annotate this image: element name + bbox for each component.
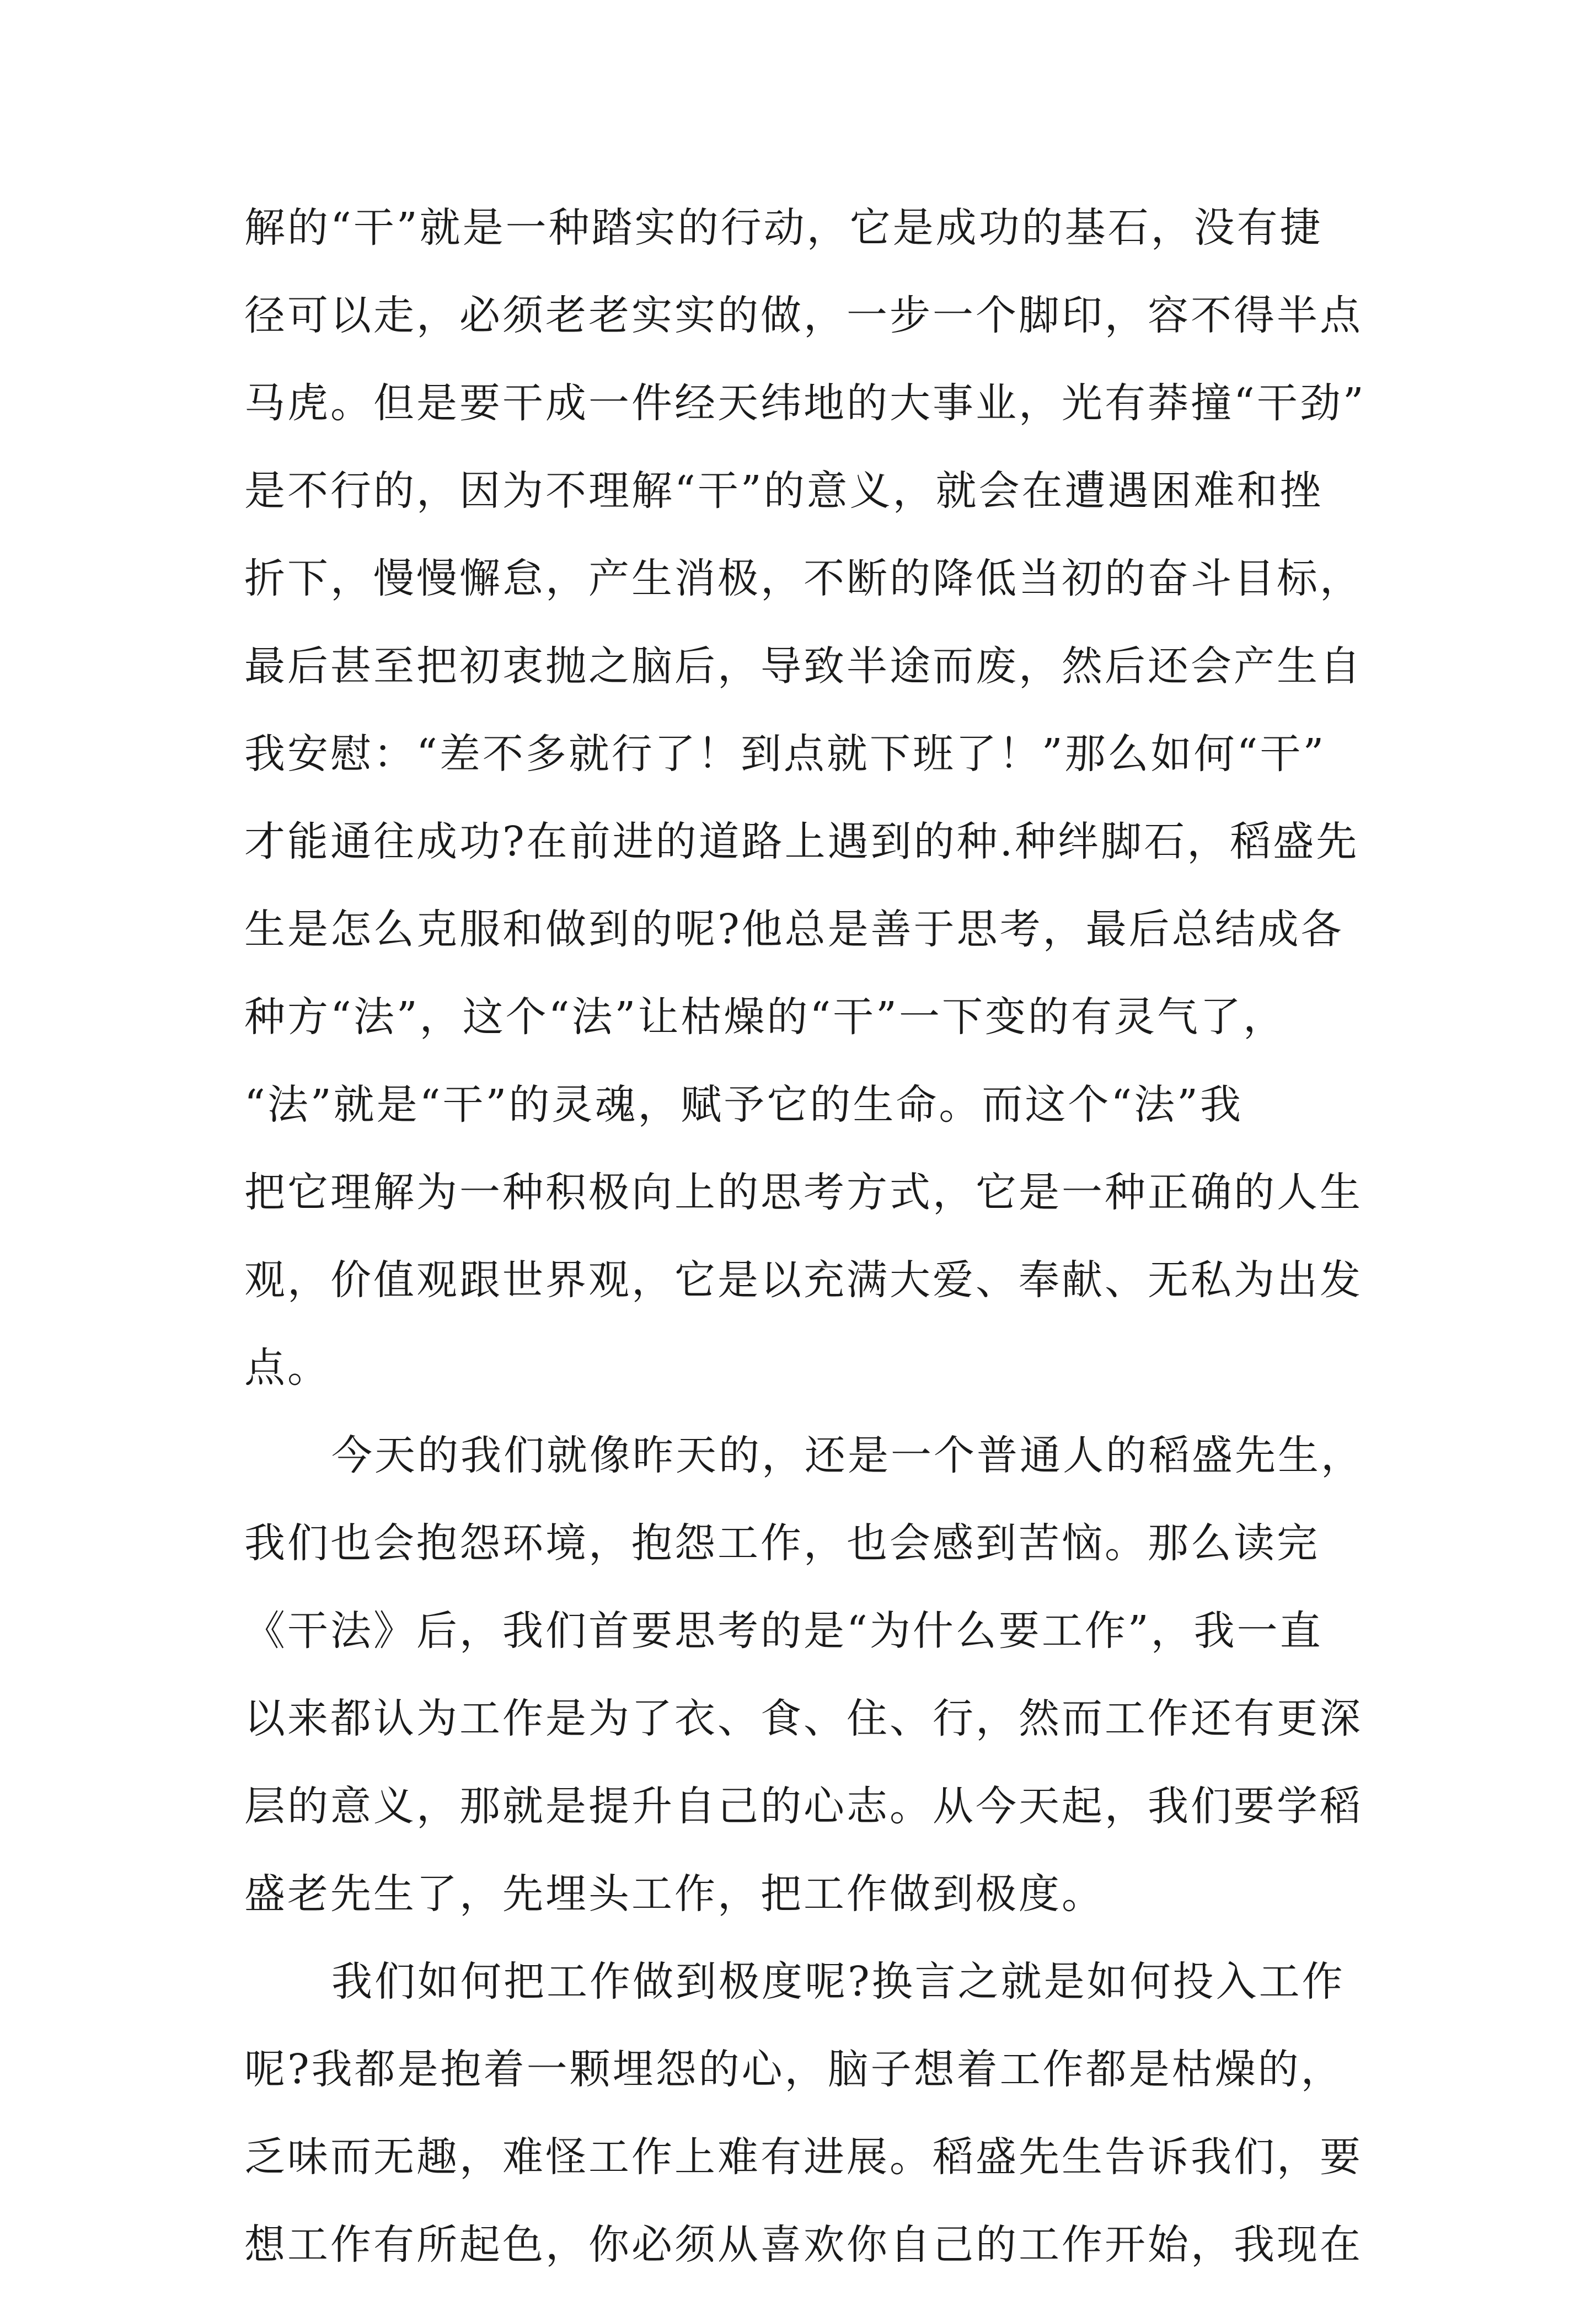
text-line: 种方“法”，这个“法”让枯燥的“干”一下变的有灵气了，: [244, 993, 1286, 1041]
text-line: 呢?我都是抱着一颗埋怨的心，脑子想着工作都是枯燥的，: [244, 2046, 1344, 2093]
paragraph-start-line: 我们如何把工作做到极度呢?换言之就是如何投入工作: [331, 1958, 1345, 2005]
paragraph-start-line: 今天的我们就像昨天的，还是一个普通人的稻盛先生，: [331, 1432, 1364, 1479]
text-line: 生是怎么克服和做到的呢?他总是善于思考，最后总结成各: [244, 906, 1344, 953]
text-line: 点。: [244, 1344, 330, 1392]
text-line: 想工作有所起色，你必须从喜欢你自己的工作开始，我现在: [244, 2221, 1363, 2268]
text-line: 径可以走，必须老老实实的做，一步一个脚印，容不得半点: [244, 292, 1363, 339]
text-line: 把它理解为一种积极向上的思考方式，它是一种正确的人生: [244, 1169, 1363, 1216]
text-line: 我们也会抱怨环境，抱怨工作，也会感到苦恼。那么读完: [244, 1520, 1320, 1567]
text-line: 马虎。但是要干成一件经天纬地的大事业，光有莽撞“干劲”: [244, 379, 1366, 427]
text-line: 最后甚至把初衷抛之脑后，导致半途而废，然后还会产生自: [244, 643, 1363, 690]
text-line: 解的“干”就是一种踏实的行动，它是成功的基石，没有捷: [244, 204, 1323, 252]
text-line: 我安慰：“差不多就行了！到点就下班了！”那么如何“干”: [244, 730, 1326, 778]
text-line: “法”就是“干”的灵魂，赋予它的生命。而这个“法”我: [244, 1081, 1243, 1128]
text-line: 乏味而无趣，难怪工作上难有进展。稻盛先生告诉我们，要: [244, 2133, 1363, 2181]
text-line: 以来都认为工作是为了衣、食、住、行，然而工作还有更深: [244, 1695, 1363, 1742]
text-line: 观，价值观跟世界观，它是以充满大爱、奉献、无私为出发: [244, 1256, 1363, 1304]
text-line: 层的意义，那就是提升自己的心志。从今天起，我们要学稻: [244, 1783, 1363, 1830]
text-line: 才能通往成功?在前进的道路上遇到的种.种绊脚石，稻盛先: [244, 818, 1359, 865]
text-line: 《干法》后，我们首要思考的是“为什么要工作”，我一直: [244, 1607, 1323, 1655]
text-line: 是不行的，因为不理解“干”的意义，就会在遭遇困难和挫: [244, 467, 1323, 515]
text-line: 折下，慢慢懈怠，产生消极，不断的降低当初的奋斗目标，: [244, 555, 1363, 602]
text-line: 盛老先生了，先埋头工作，把工作做到极度。: [244, 1870, 1105, 1918]
body-text: [244, 201, 1402, 2306]
